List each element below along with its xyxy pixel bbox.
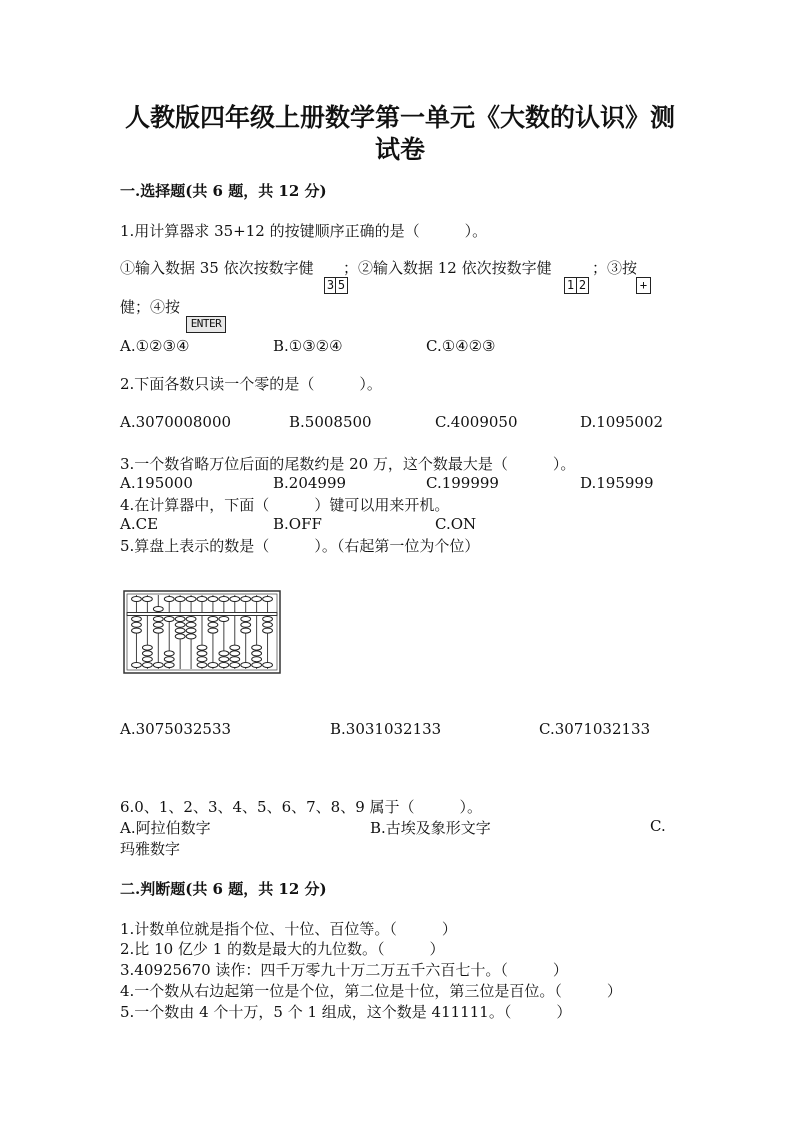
- abacus-bead: [132, 663, 142, 668]
- question-5-stem: 5.算盘上表示的数是（ ）。（右起第一位为个位）: [120, 537, 480, 555]
- question-1-option-c[interactable]: C.①④②③: [426, 337, 496, 355]
- abacus-bead: [175, 597, 185, 602]
- judge-item: 5.一个数由 4 个十万，5 个 1 组成，这个数是 411111。（ ）: [120, 1003, 572, 1021]
- abacus-bead: [175, 628, 185, 633]
- abacus-bead: [153, 607, 163, 612]
- abacus-bead: [164, 657, 174, 662]
- abacus-bead: [263, 597, 273, 602]
- judge-item: 4.一个数从右边起第一位是个位，第二位是十位，第三位是百位。（ ）: [120, 982, 622, 1000]
- question-1-option-a[interactable]: A.①②③④: [120, 337, 190, 355]
- abacus-bead: [263, 617, 273, 622]
- abacus-bead: [252, 663, 262, 668]
- abacus-bead: [230, 663, 240, 668]
- abacus-bead: [197, 645, 207, 650]
- abacus-bead: [142, 663, 152, 668]
- calculator-key-5: 5: [335, 277, 348, 294]
- abacus-bead: [241, 617, 251, 622]
- question-5-option-a[interactable]: A.3075032533: [120, 720, 232, 738]
- abacus-bead: [142, 645, 152, 650]
- abacus-bead: [175, 622, 185, 627]
- abacus-bead: [241, 628, 251, 633]
- judge-item: 3.40925670 读作：四千万零九十万二万五千六百七十。（ ）: [120, 961, 568, 979]
- question-6-option-a[interactable]: A.阿拉伯数字: [120, 819, 211, 837]
- abacus-bead: [197, 663, 207, 668]
- abacus-bead: [175, 634, 185, 639]
- question-4-option-b[interactable]: B.OFF: [273, 515, 322, 533]
- page-title: 人教版四年级上册数学第一单元《大数的认识》测: [124, 103, 675, 132]
- question-4-option-c[interactable]: C.ON: [435, 515, 477, 533]
- calculator-key-enter: ENTER: [186, 316, 226, 333]
- question-6-option-c-text[interactable]: 玛雅数字: [120, 840, 181, 858]
- abacus-bead: [197, 597, 207, 602]
- abacus-bead: [219, 597, 229, 602]
- abacus-bead: [164, 597, 174, 602]
- question-1-step-b: ；②输入数据 12 依次按数字健: [343, 259, 552, 277]
- page-title-continued: 试卷: [374, 135, 425, 164]
- abacus-bead: [186, 597, 196, 602]
- question-3-stem: 3.一个数省略万位后面的尾数约是 20 万，这个数最大是（ ）。: [120, 455, 576, 473]
- abacus-bead: [197, 651, 207, 656]
- abacus-bead: [197, 657, 207, 662]
- abacus-bead: [230, 651, 240, 656]
- abacus-bead: [132, 617, 142, 622]
- abacus-bead: [208, 663, 218, 668]
- question-1-stem: 1.用计算器求 35+12 的按键顺序正确的是（ ）。: [120, 222, 488, 240]
- abacus-bead: [263, 663, 273, 668]
- question-6-option-b[interactable]: B.古埃及象形文字: [370, 819, 491, 837]
- question-1-step-a: ①输入数据 35 依次按数字健: [120, 259, 314, 277]
- abacus-bead: [252, 645, 262, 650]
- abacus-bead: [241, 663, 251, 668]
- question-1-option-b[interactable]: B.①③②④: [273, 337, 343, 355]
- question-3-option-a[interactable]: A.195000: [120, 474, 193, 492]
- question-2-stem: 2.下面各数只读一个零的是（ ）。: [120, 375, 382, 393]
- abacus-bead: [219, 651, 229, 656]
- abacus-bead: [186, 617, 196, 622]
- abacus-bead: [186, 628, 196, 633]
- question-4-option-a[interactable]: A.CE: [120, 515, 159, 533]
- abacus-bead: [241, 622, 251, 627]
- abacus-bead: [132, 622, 142, 627]
- question-2-option-c[interactable]: C.4009050: [435, 413, 518, 431]
- question-5-option-c[interactable]: C.3071032133: [539, 720, 651, 738]
- abacus-bead: [208, 628, 218, 633]
- abacus-bead: [153, 663, 163, 668]
- abacus-bead: [219, 657, 229, 662]
- abacus-bead: [142, 651, 152, 656]
- abacus-bead: [230, 657, 240, 662]
- question-6-option-c[interactable]: C.: [650, 817, 666, 835]
- abacus-bead: [208, 622, 218, 627]
- abacus-bead: [186, 622, 196, 627]
- question-2-option-d[interactable]: D.1095002: [580, 413, 664, 431]
- abacus-bead: [142, 597, 152, 602]
- abacus-bead: [263, 628, 273, 633]
- abacus-bead: [164, 663, 174, 668]
- question-4-stem: 4.在计算器中，下面（ ）键可以用来开机。: [120, 496, 450, 514]
- calculator-key-1: 1: [564, 277, 577, 294]
- abacus-bead: [164, 651, 174, 656]
- abacus-bead: [219, 617, 229, 622]
- abacus-bead: [132, 628, 142, 633]
- section-heading-choice: 一.选择题(共 6 题，共 12 分): [120, 182, 327, 200]
- abacus-bead: [208, 597, 218, 602]
- abacus-bead: [142, 657, 152, 662]
- question-1-step-d: 健；④按: [120, 298, 181, 316]
- abacus-bead: [175, 617, 185, 622]
- abacus-bead: [230, 645, 240, 650]
- section-heading-judge: 二.判断题(共 6 题，共 12 分): [120, 880, 327, 898]
- abacus-beam: [127, 613, 277, 616]
- calculator-key-2: 2: [576, 277, 589, 294]
- question-3-option-b[interactable]: B.204999: [273, 474, 347, 492]
- abacus-bead: [164, 617, 174, 622]
- question-6-stem: 6.0、1、2、3、4、5、6、7、8、9 属于（ ）。: [120, 798, 483, 816]
- abacus-bead: [263, 622, 273, 627]
- abacus-bead: [219, 663, 229, 668]
- abacus-bead: [132, 597, 142, 602]
- abacus-bead: [252, 651, 262, 656]
- abacus-bead: [153, 628, 163, 633]
- calculator-key-3: 3: [324, 277, 337, 294]
- calculator-key-plus: +: [636, 277, 651, 294]
- abacus-bead: [230, 597, 240, 602]
- abacus-bead: [153, 622, 163, 627]
- abacus-bead: [186, 634, 196, 639]
- judge-item: 1.计数单位就是指个位、十位、百位等。（ ）: [120, 920, 457, 938]
- abacus-bead: [241, 597, 251, 602]
- question-3-option-d[interactable]: D.195999: [580, 474, 654, 492]
- judge-item: 2.比 10 亿少 1 的数是最大的九位数。（ ）: [120, 940, 445, 958]
- question-2-option-a[interactable]: A.3070008000: [120, 413, 232, 431]
- question-5-option-b[interactable]: B.3031032133: [330, 720, 442, 738]
- question-2-option-b[interactable]: B.5008500: [289, 413, 372, 431]
- question-3-option-c[interactable]: C.199999: [426, 474, 499, 492]
- abacus-bead: [153, 617, 163, 622]
- abacus-bead: [252, 597, 262, 602]
- question-1-step-c: ；③按: [592, 259, 638, 277]
- abacus-figure: [123, 590, 281, 674]
- abacus-bead: [252, 657, 262, 662]
- abacus-bead: [208, 617, 218, 622]
